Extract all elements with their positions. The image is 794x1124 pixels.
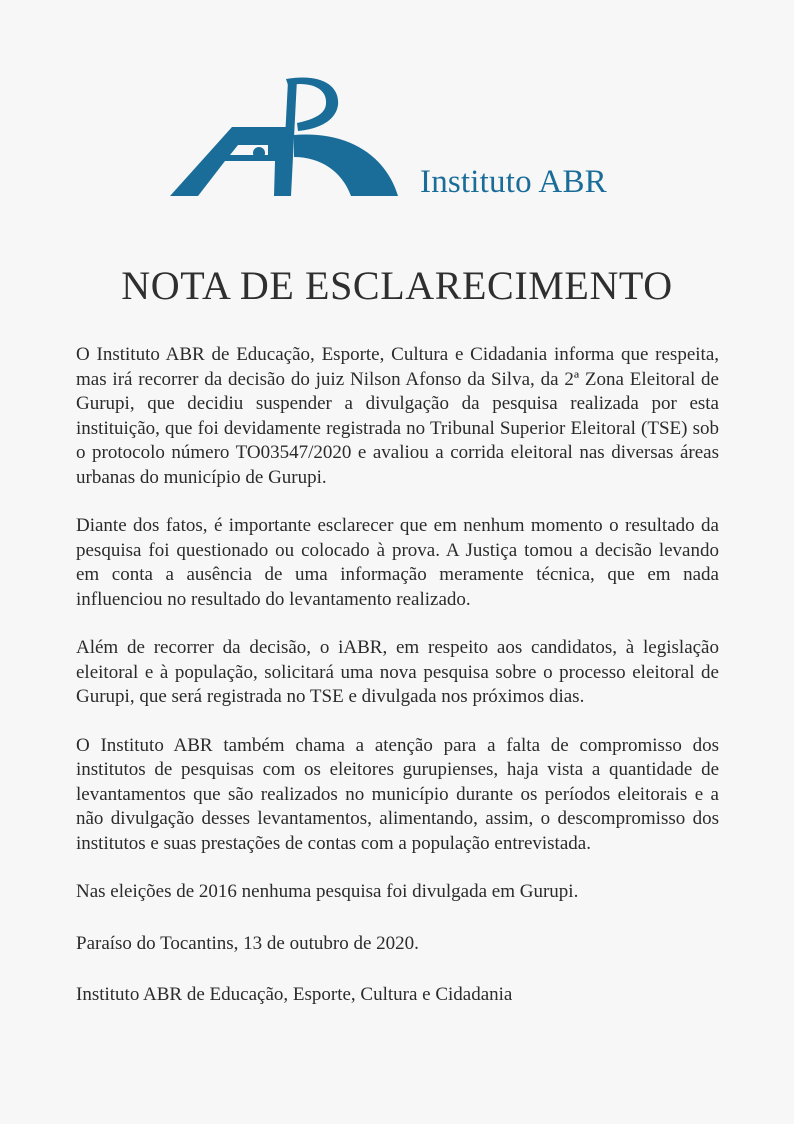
paragraph-3: Além de recorrer da decisão, o iABR, em respeito aos candidatos, à legislação eleitoral e à população, solicitará uma nova pesquisa sobre o processo eleitoral de Gurupi, que será registrada no TSE e divulgada nos próximos dias. xyxy=(76,637,719,707)
paragraph-5: Nas eleições de 2016 nenhuma pesquisa foi divulgada em Gurupi. xyxy=(76,881,579,902)
document-body xyxy=(76,343,719,1035)
paragraph-1: O Instituto ABR de Educação, Esporte, Cultura e Cidadania informa que respeita, mas irá recorrer da decisão do juiz Nilson Afonso da Silva, da 2ª Zona Eleitoral de Gurupi, que decidiu suspender a divulgação da pesquisa realizada por esta instituição, que foi devidamente registrada no Tribunal Superior Eleitoral (TSE) sob o protocolo número TO03547/2020 e avaliou a corrida eleitoral nas diversas áreas urbanas do município de Gurupi. xyxy=(76,344,719,488)
place-date: Paraíso do Tocantins, 13 de outubro de 2020. xyxy=(76,932,419,954)
paragraph-4: O Instituto ABR também chama a atenção para a falta de compromisso dos institutos de pesquisas com os eleitores gurupienses, haja vista a quantidade de levantamentos que são realizados no município durante os períodos eleitorais e a não divulgação desses levantamentos, alimentando, assim, o descompromisso dos institutos e suas prestações de contas com a população entrevistada. xyxy=(76,734,719,854)
iabr-logo xyxy=(170,73,400,198)
letterhead xyxy=(0,0,794,220)
paragraph-2: Diante dos fatos, é importante esclarecer que em nenhum momento o resultado da pesquisa foi questionado ou colocado à prova. A Justiça tomou a decisão levando em conta a ausência de uma informação meramente técnica, que em nada influenciou no resultado do levantamento realizado. xyxy=(76,515,719,610)
signature: Instituto ABR de Educação, Esporte, Cultura e Cidadania xyxy=(76,984,513,1005)
organization-name: Instituto ABR xyxy=(420,164,607,200)
document-title: NOTA DE ESCLARECIMENTO xyxy=(121,263,673,308)
